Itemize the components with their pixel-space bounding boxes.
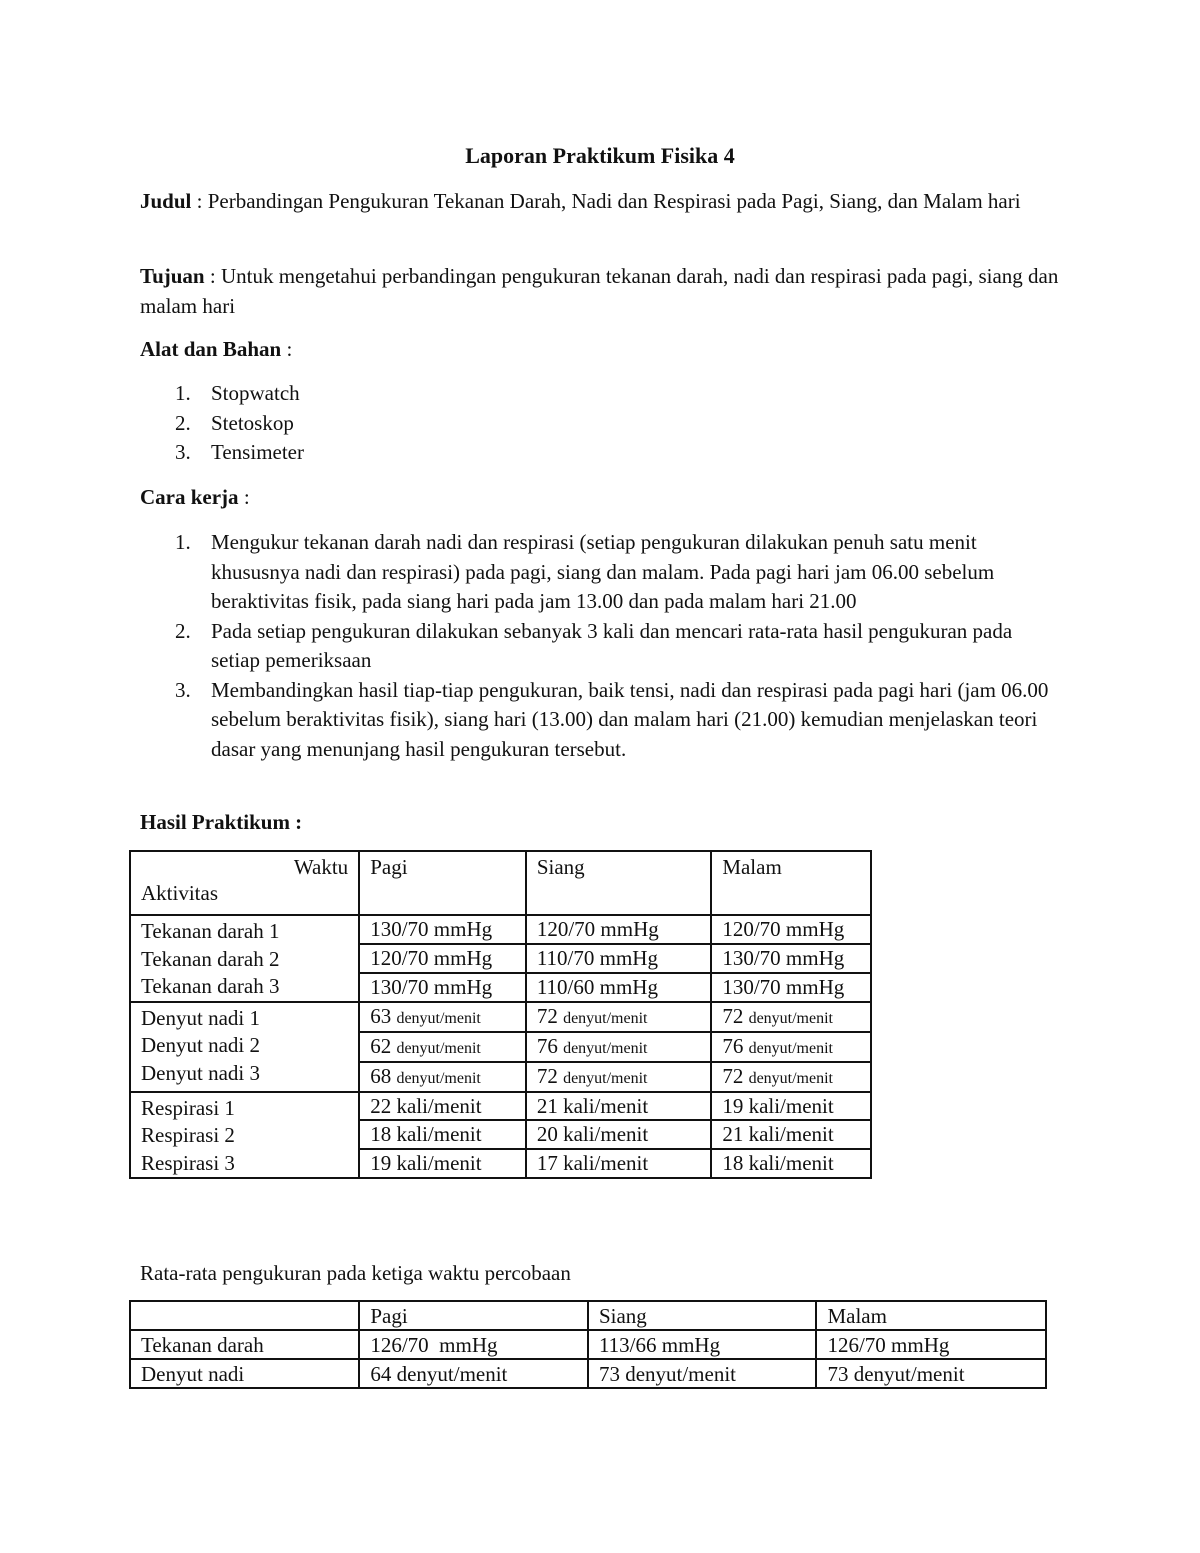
item-number: 1. — [175, 530, 191, 554]
item-text: Pada setiap pengukuran dilakukan sebanyak 3 kali dan mencari rata-rata hasil pengukuran pada setiap pemeriksaan — [211, 618, 1013, 672]
table-cell: 64 denyut/menit — [359, 1359, 588, 1388]
item-text: Stetoskop — [211, 410, 294, 435]
alat-heading — [140, 334, 1060, 364]
table-cell: 22 kali/menit — [359, 1092, 526, 1121]
table-row — [130, 915, 871, 944]
header-cell: Malam — [816, 1301, 1046, 1330]
nadi-value: 63 — [370, 1003, 392, 1028]
table-cell: 20 kali/menit — [526, 1120, 712, 1149]
alat-label: Alat dan Bahan — [140, 337, 282, 361]
rata-caption: Rata-rata pengukuran pada ketiga waktu percobaan — [140, 1261, 571, 1285]
hasil-table — [129, 850, 872, 1179]
header-siang: Siang — [526, 851, 712, 915]
table-row — [130, 1002, 871, 1032]
row-label: Respirasi 1 — [141, 1095, 235, 1120]
cara-label: Cara kerja — [140, 485, 239, 509]
table-cell: 120/70 mmHg — [711, 915, 871, 944]
alat-list — [140, 379, 1060, 468]
hasil-heading: Hasil Praktikum : — [140, 810, 303, 834]
row-label: Denyut nadi 2 — [141, 1033, 260, 1057]
table-cell: 126/70 mmHg — [816, 1330, 1046, 1359]
row-label: Tekanan darah 3 — [141, 974, 280, 998]
nadi-value: 72 — [722, 1003, 744, 1028]
table-cell: 120/70 mmHg — [526, 915, 712, 944]
table-cell: 113/66 mmHg — [588, 1330, 817, 1359]
table-row — [130, 1301, 1046, 1330]
table-row — [130, 1092, 871, 1121]
respirasi-labels — [130, 1092, 359, 1179]
judul-label: Judul — [140, 189, 192, 213]
table-cell: 17 kali/menit — [526, 1149, 712, 1178]
header-pagi: Pagi — [359, 851, 526, 915]
nadi-unit: denyut/menit — [748, 1039, 833, 1057]
aktivitas-label: Aktivitas — [141, 881, 218, 905]
table-cell — [711, 1032, 871, 1062]
table-cell — [359, 1032, 526, 1062]
item-text: Tensimeter — [211, 440, 304, 464]
list-item — [140, 528, 1060, 617]
table-cell: 21 kali/menit — [526, 1092, 712, 1121]
table-cell — [526, 1032, 712, 1062]
table-cell — [711, 1002, 871, 1032]
nadi-unit: denyut/menit — [396, 1039, 481, 1057]
waktu-label: Waktu — [293, 855, 349, 879]
item-number: 2. — [175, 618, 191, 643]
item-text: Mengukur tekanan darah nadi dan respirasi (setiap pengukuran dilakukan penuh satu menit khususnya nadi dan respirasi) pada pagi, siang dan malam. Pada pagi hari jam 06.00 sebelum beraktivitas fisik, pada siang hari pada jam 13.00 dan pada malam hari 21.00 — [211, 530, 995, 613]
nadi-value: 72 — [536, 1003, 558, 1028]
nadi-unit: denyut/menit — [563, 1009, 648, 1027]
row-label: Denyut nadi 3 — [141, 1060, 260, 1085]
nadi-value: 72 — [536, 1063, 558, 1088]
table-cell: Denyut nadi — [130, 1359, 359, 1388]
table-cell: 130/70 mmHg — [711, 973, 871, 1002]
nadi-value: 72 — [722, 1063, 744, 1088]
cara-suffix: : — [238, 485, 250, 509]
tujuan-label: Tujuan — [140, 264, 205, 288]
table-cell: 21 kali/menit — [711, 1120, 871, 1149]
item-number: 1. — [175, 381, 191, 405]
table-cell: 110/70 mmHg — [526, 944, 712, 973]
item-number: 3. — [175, 677, 191, 702]
table-cell: 19 kali/menit — [359, 1149, 526, 1178]
item-number: 2. — [175, 410, 191, 435]
item-number: 3. — [175, 440, 191, 464]
tujuan-paragraph — [140, 261, 1060, 321]
header-corner — [130, 851, 359, 915]
page-title: Laporan Praktikum Fisika 4 — [465, 143, 735, 168]
table-row — [130, 1330, 1046, 1359]
nadi-value: 62 — [370, 1033, 392, 1058]
table-cell: 19 kali/menit — [711, 1092, 871, 1121]
row-label: Respirasi 2 — [141, 1123, 235, 1147]
nadi-unit: denyut/menit — [563, 1069, 648, 1087]
list-item — [140, 617, 1060, 676]
tekanan-darah-labels — [130, 915, 359, 1002]
list-item — [140, 676, 1060, 765]
list-item — [140, 409, 1060, 439]
header-cell: Pagi — [359, 1301, 588, 1330]
cara-heading — [140, 482, 1060, 512]
table-cell: 110/60 mmHg — [526, 973, 712, 1002]
judul-text: : Perbandingan Pengukuran Tekanan Darah, Nadi dan Respirasi pada Pagi, Siang, dan Malam hari — [191, 189, 1021, 213]
row-label: Tekanan darah 2 — [141, 946, 280, 971]
table-cell: 73 denyut/menit — [588, 1359, 817, 1388]
table-cell: 126/70 mmHg — [359, 1330, 588, 1359]
nadi-unit: denyut/menit — [396, 1009, 481, 1027]
table-row — [130, 1359, 1046, 1388]
table-cell — [526, 1002, 712, 1032]
cara-list — [140, 528, 1060, 764]
tujuan-text: : Untuk mengetahui perbandingan pengukuran tekanan darah, nadi dan respirasi pada pagi, siang dan malam hari — [140, 264, 1059, 318]
header-malam: Malam — [711, 851, 871, 915]
nadi-value: 76 — [722, 1033, 744, 1058]
item-text: Stopwatch — [211, 381, 300, 405]
item-text: Membandingkan hasil tiap-tiap pengukuran, baik tensi, nadi dan respirasi pada pagi hari (jam 06.00 sebelum beraktivitas fisik), siang hari (13.00) dan malam hari (21.00) kemudian menjelaskan teori dasar yang menunjang hasil pengukuran tersebut. — [211, 677, 1049, 761]
table-cell: 18 kali/menit — [359, 1120, 526, 1149]
nadi-unit: denyut/menit — [563, 1039, 648, 1057]
list-item — [140, 379, 1060, 409]
header-cell: Siang — [588, 1301, 817, 1330]
nadi-unit: denyut/menit — [396, 1069, 481, 1087]
table-cell: Tekanan darah — [130, 1330, 359, 1359]
nadi-unit: denyut/menit — [748, 1069, 833, 1087]
row-label: Respirasi 3 — [141, 1150, 235, 1175]
nadi-value: 76 — [536, 1033, 558, 1058]
table-cell: 130/70 mmHg — [359, 973, 526, 1002]
list-item — [140, 438, 1060, 468]
judul-paragraph — [140, 186, 1060, 216]
header-cell — [130, 1301, 359, 1330]
table-cell — [711, 1062, 871, 1092]
row-label: Tekanan darah 1 — [141, 919, 280, 943]
alat-suffix: : — [281, 337, 293, 361]
denyut-nadi-labels — [130, 1002, 359, 1092]
row-label: Denyut nadi 1 — [141, 1005, 260, 1030]
table-cell: 73 denyut/menit — [816, 1359, 1046, 1388]
table-cell: 120/70 mmHg — [359, 944, 526, 973]
table-cell — [359, 1002, 526, 1032]
table-cell: 130/70 mmHg — [711, 944, 871, 973]
table-cell — [526, 1062, 712, 1092]
nadi-value: 68 — [370, 1063, 392, 1088]
rata-table — [129, 1300, 1047, 1389]
table-row — [130, 851, 871, 915]
table-cell — [359, 1062, 526, 1092]
table-cell: 130/70 mmHg — [359, 915, 526, 944]
nadi-unit: denyut/menit — [748, 1009, 833, 1027]
table-cell: 18 kali/menit — [711, 1149, 871, 1178]
